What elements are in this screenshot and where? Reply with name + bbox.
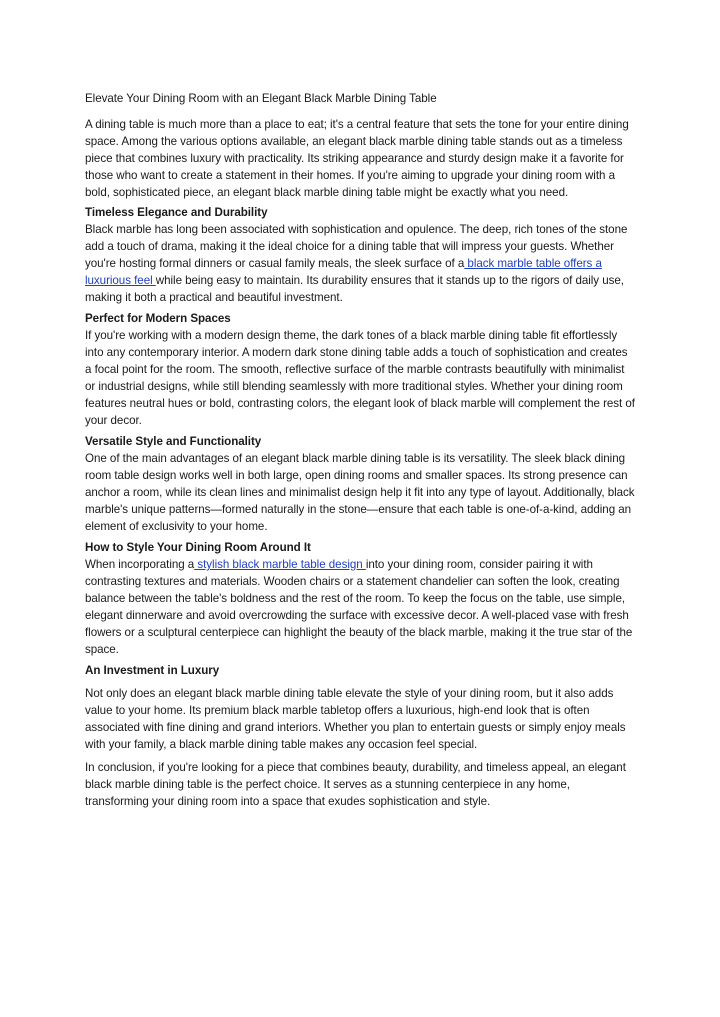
section-body-timeless	[85, 221, 635, 306]
section-heading-modern: Perfect for Modern Spaces	[85, 312, 231, 325]
intro-paragraph: A dining table is much more than a place to eat; it's a central feature that sets the tone for your entire dining space. Among the various options available, an elegant black marble dining table stands out as a timeless piece that combines luxury with practicality. Its striking appearance and sturdy design make it a favorite for those who want to create a statement in their homes. If you're aiming to upgrade your dining room with a bold, sophisticated piece, an elegant black marble dining table might be exactly what you need.	[85, 118, 629, 199]
section-body-versatile: One of the main advantages of an elegant black marble dining table is its versatility. The sleek black dining room table design works well in both large, open dining rooms and smaller spaces. Its strong presence can anchor a room, while its clean lines and minimalist design help it fit into any type of layout. Additionally, black marble's unique patterns—formed naturally in the stone—ensure that each table is one-of-a-kind, adding an element of exclusivity to your home.	[85, 452, 635, 533]
document-page	[85, 90, 635, 814]
section-heading-investment: An Investment in Luxury	[85, 664, 220, 677]
black-marble-table-link[interactable]: black marble table offers a luxurious feel	[85, 257, 602, 287]
section-body-style	[85, 556, 635, 658]
section-body-investment: Not only does an elegant black marble dining table elevate the style of your dining room, but it also adds value to your home. Its premium black marble tabletop offers a luxurious, high-end look that is often associated with fine dining and grand interiors. Whether you plan to entertain guests or simply enjoy meals with your family, a black marble dining table makes any occasion feel special.	[85, 687, 626, 751]
section-heading-versatile: Versatile Style and Functionality	[85, 435, 262, 448]
section-heading-timeless: Timeless Elegance and Durability	[85, 206, 268, 219]
section-text-after-link: into your dining room, consider pairing it with contrasting textures and materials. Wooden chairs or a statement chandelier can soften the look, creating balance between the table's boldness and the rest of the room. To keep the focus on the table, use simple, elegant dinnerware and avoid overcrowding the surface with excessive decor. A well-placed vase with fresh flowers or a sculptural centerpiece can highlight the beauty of the black marble, making it the true star of the space.	[85, 558, 633, 656]
section-text-before-link: When incorporating a	[85, 558, 195, 571]
section-text-after-link: while being easy to maintain. Its durability ensures that it stands up to the rigors of daily use, making it both a practical and beautiful investment.	[85, 274, 624, 304]
section-text-before-link: Black marble has long been associated with sophistication and opulence. The deep, rich tones of the stone add a touch of drama, making it the ideal choice for a dining table that will impress your guests. Whether you're hosting formal dinners or casual family meals, the sleek surface of a	[85, 223, 628, 270]
document-title: Elevate Your Dining Room with an Elegant Black Marble Dining Table	[85, 92, 437, 105]
stylish-table-design-link[interactable]: stylish black marble table design	[194, 558, 366, 571]
conclusion-paragraph: In conclusion, if you're looking for a piece that combines beauty, durability, and timeless appeal, an elegant black marble dining table is the perfect choice. It serves as a stunning centerpiece in any home, transforming your dining room into a space that exudes sophistication and style.	[85, 761, 626, 808]
section-body-modern: If you're working with a modern design theme, the dark tones of a black marble dining table fit effortlessly into any contemporary interior. A modern dark stone dining table adds a touch of sophistication and creates a focal point for the room. The smooth, reflective surface of the marble contrasts beautifully with minimalist or industrial designs, while still blending seamlessly with more traditional styles. Whether your dining room features neutral hues or bold, contrasting colors, the elegant look of black marble will complement the rest of your decor.	[85, 329, 635, 427]
section-heading-style: How to Style Your Dining Room Around It	[85, 541, 311, 554]
